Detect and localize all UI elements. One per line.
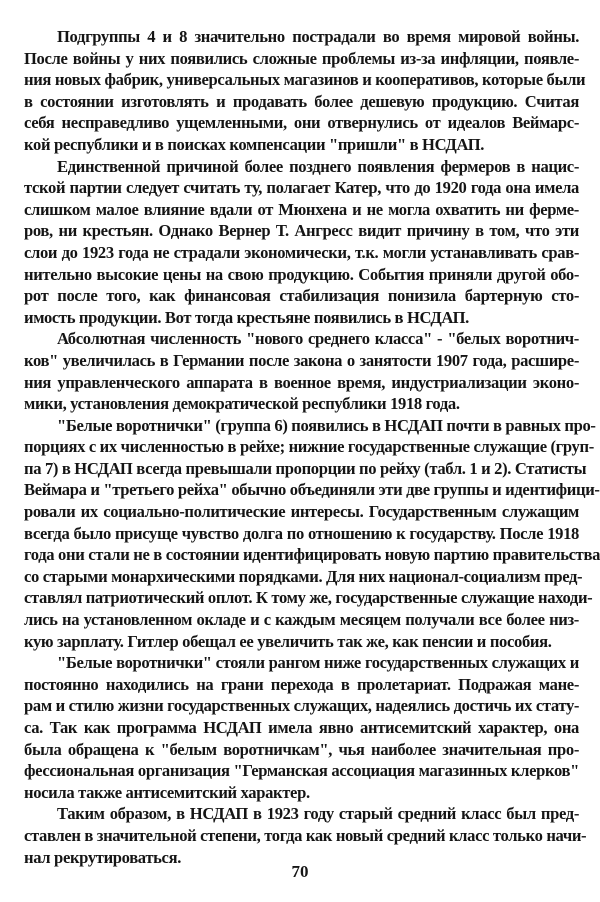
text-line: па 7) в НСДАП всегда превышали пропорции по рейху (табл. 1 и 2). Статисты [24, 458, 587, 478]
text-line: "Белые воротнички" (группа 6) появились в НСДАП почти в равных про- [57, 415, 596, 435]
text-line: года они стали не в состоянии идентифицировать новую партию правительства [24, 545, 600, 565]
paragraph [24, 156, 579, 329]
text-line: Таким образом, в НСДАП в 1923 году старый средний класс был пред- [57, 804, 579, 824]
text-line: со старыми монархическими порядками. Для них национал-социализм пред- [24, 566, 583, 586]
text-line: кой республики и в поисках компенсации "пришли" в НСДАП. [24, 134, 485, 154]
text-line: рам и стилю жизни государственных служащих, надеялись достичь их стату- [24, 696, 580, 716]
text-line: рот после того, как финансовая стабилизация понизила бартерную сто- [24, 286, 579, 306]
text-line: са. Так как программа НСДАП имела явно антисемитский характер, она [24, 718, 579, 737]
text-line: фессиональная организация "Германская ассоциация магазинных клерков" [24, 761, 579, 781]
text-line: ния новых фабрик, универсальных магазинов и кооперативов, которые были [24, 70, 586, 90]
text-line: лись на установленном окладе и с каждым месяцем получали все более низ- [24, 610, 579, 630]
text-line: ставлен в значительной степени, тогда как новый средний класс только начи- [24, 825, 587, 845]
text-line: "Белые воротнички" стояли рангом ниже государственных служащих и [57, 653, 579, 673]
text-line: в состоянии изготовлять и продавать более дешевую продукцию. Считая [24, 91, 579, 111]
text-line: нал рекрутироваться. [24, 847, 181, 867]
text-line: имость продукции. Вот тогда крестьяне появились в НСДАП. [24, 307, 469, 327]
text-line: слои до 1923 года не страдали экономически, т.к. могли устанавливать срав- [24, 242, 579, 262]
text-line: мики, установления демократической республики 1918 года. [24, 394, 460, 414]
text-line: ров, ни крестьян. Однако Вернер Т. Ангресс видит причину в том, что эти [24, 221, 579, 241]
text-line: ставлял патриотический оплот. К тому же, государственные служащие находи- [24, 588, 593, 608]
paragraph [24, 26, 586, 156]
text-line: ния управленческого аппарата в военное время, индустриализации эконо- [24, 372, 579, 392]
paragraph [24, 652, 579, 803]
text-line: Абсолютная численность "нового среднего класса" - "белых воротнич- [57, 329, 579, 349]
text-line: ровали их социально-политические интересы. Государственным служащим [24, 502, 579, 522]
text-line: себя несправедливо ущемленными, они отвернулись от идеалов Веймарс- [24, 113, 579, 133]
text-line: слишком малое влияние вдали от Мюнхена и не могла охватить ни ферме- [24, 199, 579, 219]
text-line: постоянно находились на грани перехода в пролетариат. Подражая мане- [24, 674, 579, 694]
text-line: носила также антисемитский характер. [24, 782, 310, 802]
text-line: кую зарплату. Гитлер обещал ее увеличить так же, как пенсии и пособия. [24, 631, 552, 651]
text-line: Подгруппы 4 и 8 значительно пострадали во время мировой войны. [57, 27, 579, 46]
text-line: была обращена к "белым воротничкам", чья наиболее значительная про- [24, 739, 579, 759]
text-line: Единственной причиной более позднего появления фермеров в нацис- [57, 156, 579, 176]
text-line: порциях с их численностью в рейхе; нижние государственные служащие (груп- [24, 437, 594, 457]
paragraph [24, 415, 600, 653]
paragraph [24, 328, 579, 414]
text-line: нительно высокие цены на свою продукцию. События приняли другой обо- [24, 264, 579, 284]
document-body [24, 26, 600, 868]
page-number: 70 [291, 862, 309, 881]
text-line: Веймара и "третьего рейха" обычно объединяли эти две группы и идентифици- [24, 480, 600, 500]
paragraph [24, 803, 587, 868]
text-line: всегда было присуще чувство долга по отношению к государству. После 1918 [24, 523, 579, 543]
text-line: После войны у них появились сложные проблемы из-за инфляции, появле- [24, 48, 579, 68]
text-line: тской партии следует считать ту, полагает Катер, что до 1920 года она имела [24, 178, 579, 198]
text-line: ков" увеличилась в Германии после закона о занятости 1907 года, расшире- [24, 350, 579, 370]
